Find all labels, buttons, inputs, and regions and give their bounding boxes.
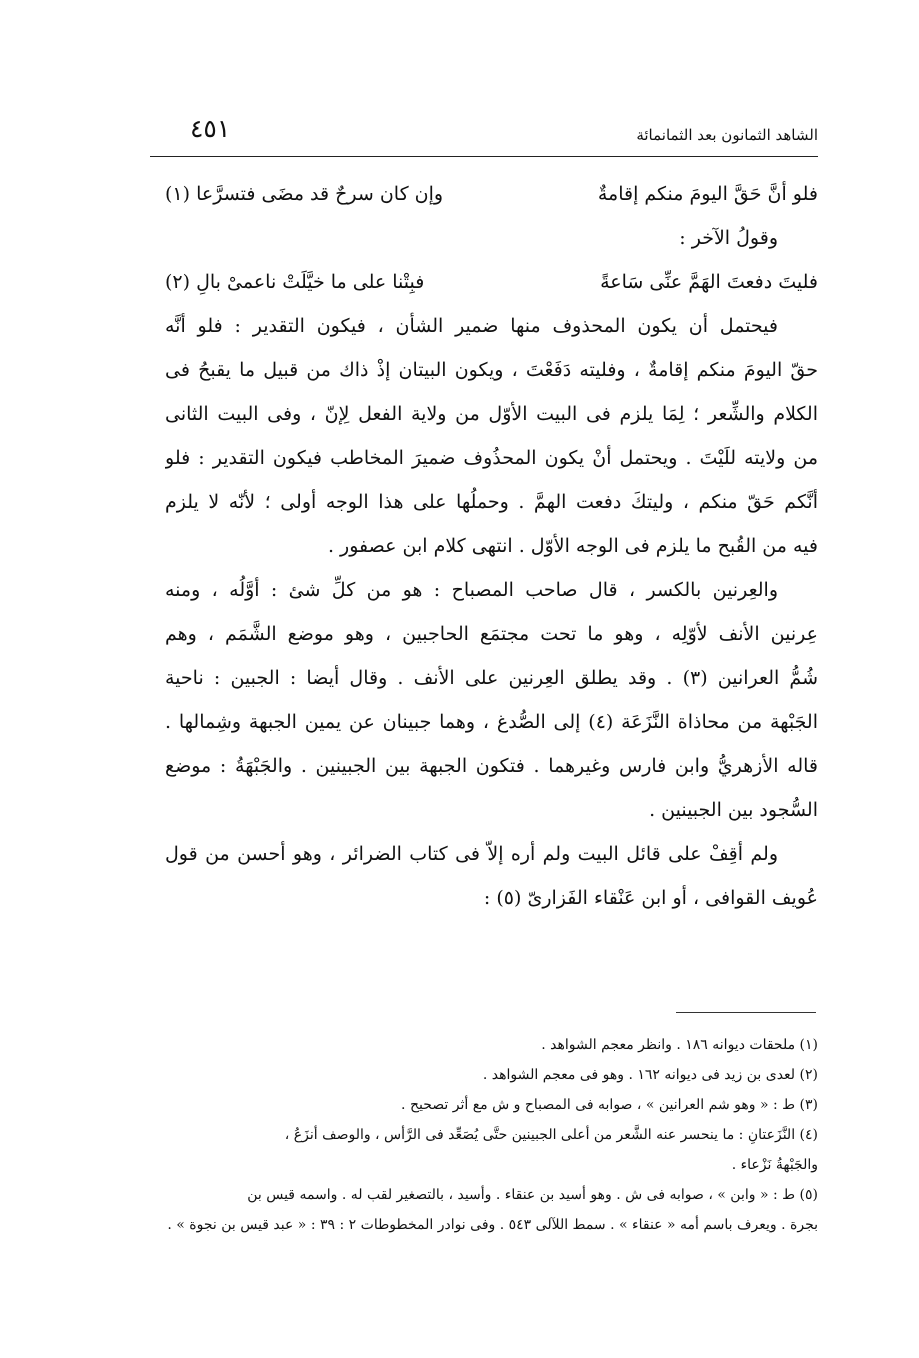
verse-2: [165, 260, 818, 304]
paragraph-line: شُمُّ العرانين (٣) . وقد يطلق العِرنين على الأنف . وقال أيضا : الجبين : ناحية: [165, 667, 818, 689]
paragraph-line: السُّجود بين الجبينين .: [649, 799, 818, 821]
paragraph-line: ولم أقِفْ على قائل البيت ولم أره إلاّ فى كتاب الضرائر ، وهو أحسن من قول: [165, 843, 778, 865]
footnote-separator: [676, 1012, 816, 1013]
paragraph-line: فيحتمل أن يكون المحذوف منها ضمير الشأن ، فيكون التقدير : فلو أنَّه: [165, 315, 778, 337]
paragraph-line: عُويف القوافى ، أو ابن عَنْقاء الفَزارىّ (٥) :: [483, 887, 818, 909]
footnote: (٥) ط : « وابن » ، صوابه فى ش . وهو أسيد بن عنقاء . وأسيد ، بالتصغير لقب له . واسمه قيس بن: [247, 1187, 818, 1203]
verse-1-first-hemistich: فلو أنَّ حَقَّ اليومَ منكم إقامةٌ: [597, 183, 818, 205]
page-header: [150, 112, 818, 157]
footnote: (١) ملحقات ديوانه ١٨٦ . وانظر معجم الشواهد .: [541, 1037, 818, 1053]
paragraph-line: أنَّكم حَقّ منكم ، وليتكَ دفعت الهمَّ . وحملُها على هذا الوجه أولى ؛ لأنّه لا يلزم: [165, 491, 818, 513]
footnote: (٤) النَّزَعتانِ : ما ينحسر عنه الشَّعر من أعلى الجبينين حتَّى يُصَعِّد فى الرَّأس ، والوصف أنزَعُ ،: [284, 1127, 818, 1143]
paragraph-line: الكلام والشِّعر ؛ لِمَا يلزم فى البيت الأوّل من ولاية الفعل لِإنّ ، وفى البيت الثانى: [165, 403, 818, 425]
verse-1-second-hemistich: وإن كان سرحٌ قد مضَى فتسرَّعا (١): [165, 183, 444, 205]
paragraph-line: قاله الأزهريُّ وابن فارس وغيرهما . فتكون الجبهة بين الجبينين . والجَبْهَةُ : موضع: [165, 755, 818, 777]
verse-2-second-hemistich: فبِتْنا على ما خيَّلَتْ ناعمىْ بالِ (٢): [165, 271, 425, 293]
paragraph-line: والعِرنين بالكسر ، قال صاحب المصباح : هو من كلِّ شئ : أوَّلُه ، ومنه: [165, 579, 778, 601]
paragraph-line: الجَبْهة من محاذاة النَّزَعَة (٤) إلى الصُّدغ ، وهما جبينان عن يمين الجبهة وشِمالها .: [165, 711, 818, 733]
page-number: ٤٥١: [190, 114, 231, 143]
verse-2-first-hemistich: فليتَ دفعتَ الهَمَّ عنِّى سَاعةً: [600, 271, 818, 293]
footnote-continuation: بجرة . ويعرف باسم أمه « عنقاء » . سمط اللآلى ٥٤٣ . وفى نوادر المخطوطات ٢ : ٣٩ : « عبد قيس بن نجوة » .: [167, 1217, 818, 1233]
footnote: (٣) ط : « وهو شم العرانين » ، صوابه فى المصباح و ش مع أثر تصحيح .: [401, 1097, 818, 1113]
paragraph-line: حقّ اليومَ منكم إقامةٌ ، وفليته دَفَعْتَ ، ويكون البيتان إذْ ذاك من قبيل ما يقبحُ فى: [165, 359, 818, 381]
footnote-continuation: والجَبْهةُ نَزْعاء .: [731, 1157, 818, 1173]
main-text: [165, 172, 818, 920]
other-poet-intro: وقولُ الآخر :: [679, 227, 778, 249]
verse-1: [165, 172, 818, 216]
paragraph-line: فيه من القُبح ما يلزم فى الوجه الأوّل . انتهى كلام ابن عصفور .: [327, 535, 818, 557]
footnotes: [165, 1030, 818, 1240]
paragraph-line: من ولايته للَيْتَ . ويحتمل أنْ يكون المحذُوف ضميرَ المخاطب فيكون التقدير : فلو: [165, 447, 818, 469]
footnote: (٢) لعدى بن زيد فى ديوانه ١٦٢ . وهو فى معجم الشواهد .: [482, 1067, 818, 1083]
paragraph-line: عِرنين الأنف لأوّلِه ، وهو ما تحت مجتمَع الحاجبين ، وهو موضع الشَّمَم ، وهم: [165, 623, 818, 645]
running-title: الشاهد الثمانون بعد الثمانمائة: [636, 126, 818, 144]
